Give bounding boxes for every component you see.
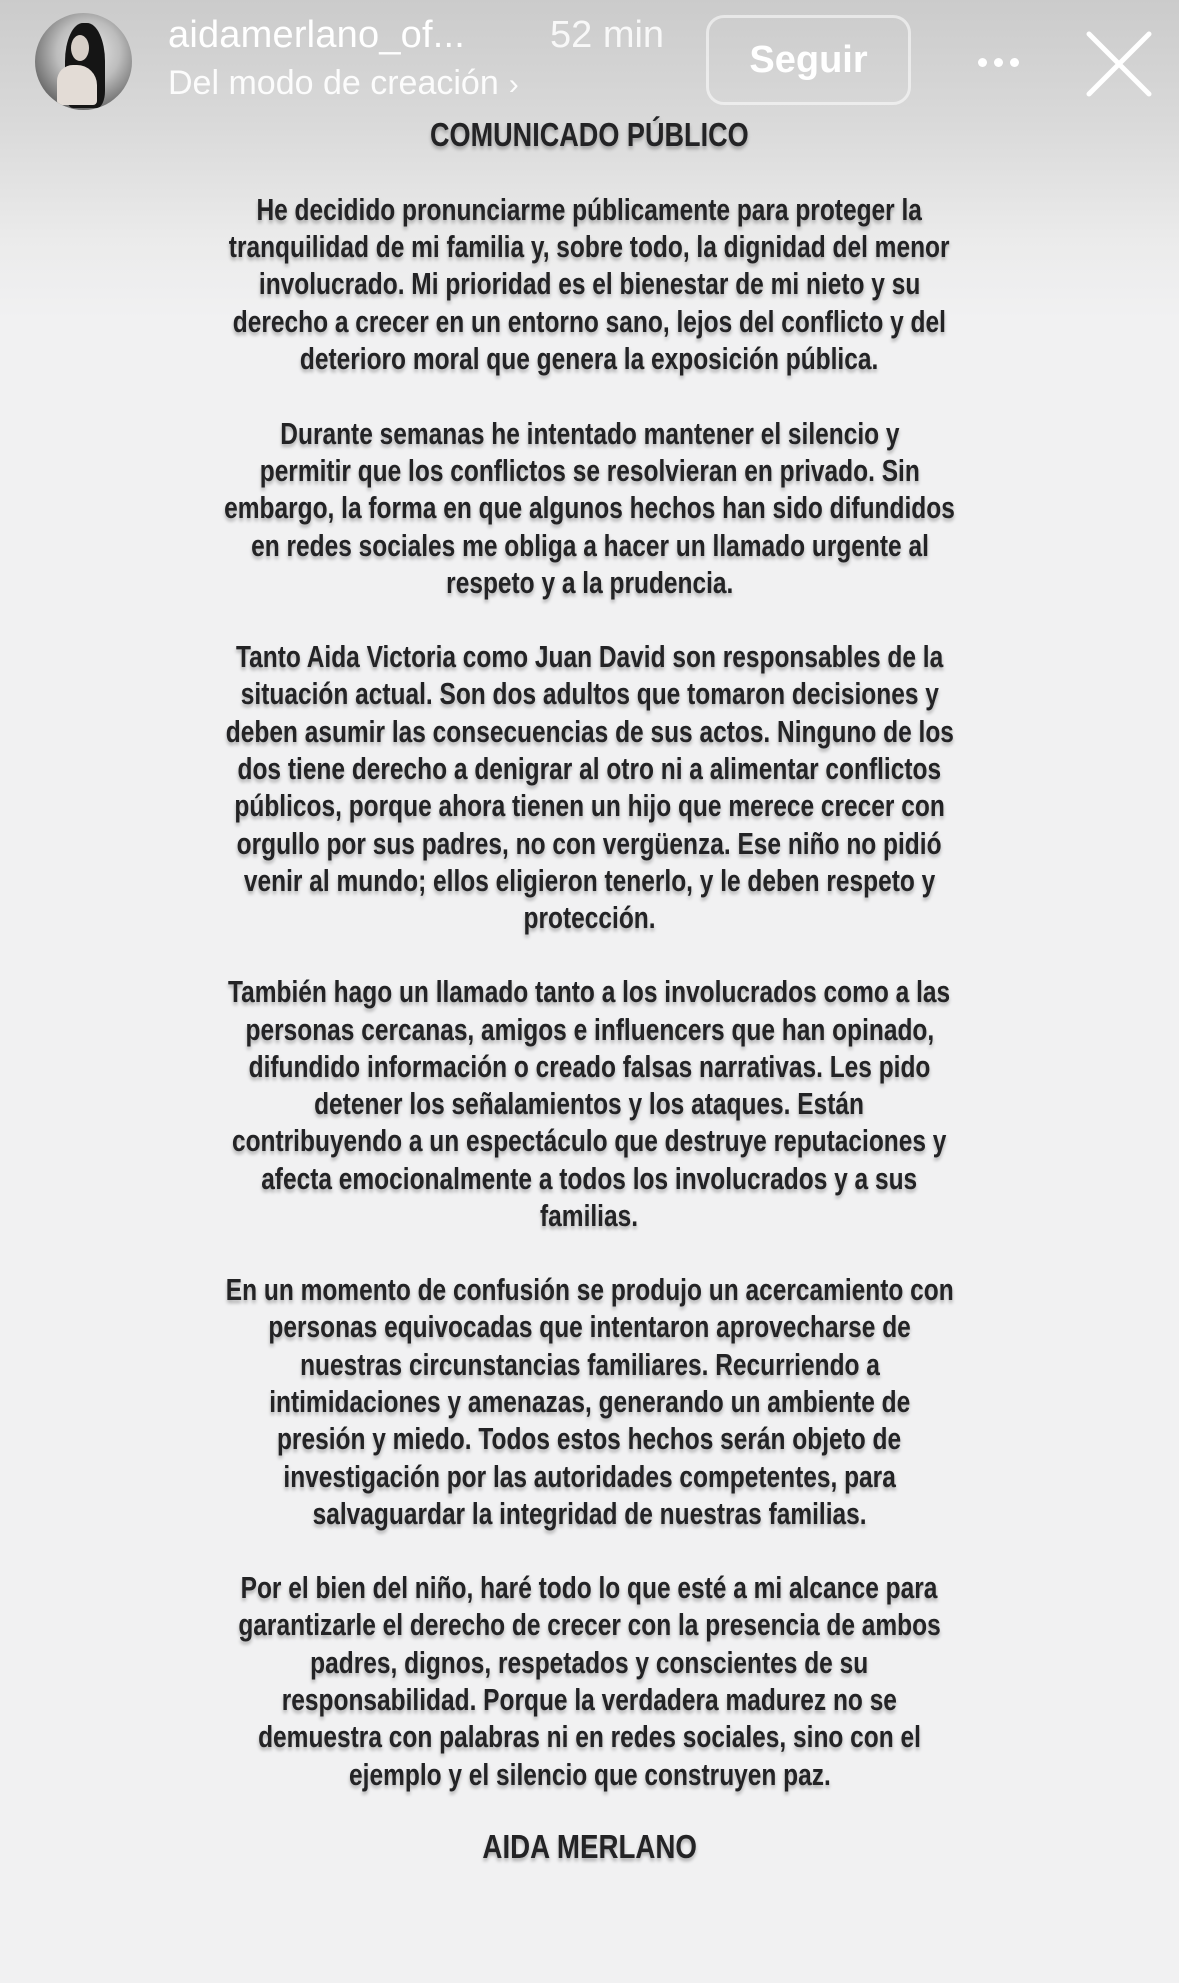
creation-mode-label: Del modo de creación (168, 64, 499, 102)
username-link[interactable]: aidamerlano_of... (168, 14, 466, 56)
text-line: nuestras circunstancias familiares. Recurriendo a (299, 1347, 880, 1382)
text-line: situación actual. Son dos adultos que tomaron decisiones y (240, 676, 939, 711)
text-line: También hago un llamado tanto a los involucrados como a las (228, 974, 951, 1009)
avatar-photo-face (71, 35, 89, 61)
text-line: protección. (523, 900, 656, 935)
creation-mode-link[interactable] (168, 64, 519, 103)
ellipsis-icon (994, 58, 1003, 67)
text-line: dos tiene derecho a denigrar al otro ni a alimentar conflictos (237, 751, 942, 786)
text-line: tranquilidad de mi familia y, sobre todo, la dignidad del menor (229, 229, 950, 264)
text-line: familias. (540, 1198, 639, 1233)
ellipsis-icon (978, 58, 987, 67)
close-icon (1083, 28, 1155, 100)
text-line: orgullo por sus padres, no con vergüenza. Ese niño no pidió (237, 826, 942, 861)
text-line: responsabilidad. Porque la verdadera madurez no se (281, 1682, 898, 1717)
post-timestamp: 52 min (550, 14, 665, 56)
text-line: He decidido pronunciarme públicamente para proteger la (256, 192, 923, 227)
text-line: Durante semanas he intentado mantener el silencio y (279, 416, 900, 451)
text-line: respeto y a la prudencia. (445, 565, 734, 600)
ellipsis-icon (1010, 58, 1019, 67)
text-line: permitir que los conflictos se resolvieran en privado. Sin (259, 453, 920, 488)
text-line: garantizarle el derecho de crecer con la presencia de ambos (238, 1607, 941, 1642)
text-line: investigación por las autoridades competentes, para (283, 1459, 896, 1494)
text-line: deterioro moral que genera la exposición pública. (300, 341, 879, 376)
text-line: intimidaciones y amenazas, generando un ambiente de (268, 1384, 910, 1419)
chevron-right-icon: › (508, 67, 519, 101)
text-line: contribuyendo a un espectáculo que destruye reputaciones y (232, 1123, 947, 1158)
more-options-button[interactable] (968, 42, 1028, 82)
text-line: involucrado. Mi prioridad es el bienestar de mi nieto y su (258, 266, 921, 301)
profile-avatar[interactable] (35, 13, 132, 110)
text-line: presión y miedo. Todos estos hechos serán objeto de (277, 1421, 902, 1456)
text-line: personas equivocadas que intentaron aprovecharse de (268, 1309, 911, 1344)
signature: AIDA MERLANO (482, 1828, 697, 1865)
text-line: derecho a crecer en un entorno sano, lejos del conflicto y del (232, 304, 947, 339)
text-line: personas cercanas, amigos e influencers que han opinado, (245, 1012, 934, 1047)
text-line: ejemplo y el silencio que construyen paz. (348, 1757, 831, 1792)
text-line: En un momento de confusión se produjo un acercamiento con (225, 1272, 954, 1307)
text-line: padres, dignos, respetados y conscientes de su (310, 1645, 869, 1680)
text-line: deben asumir las consecuencias de sus actos. Ninguno de los (225, 714, 954, 749)
text-line: detener los señalamientos y los ataques. Están (314, 1086, 865, 1121)
document-title: COMUNICADO PÚBLICO (430, 116, 749, 153)
close-button[interactable] (1083, 28, 1155, 100)
text-line: venir al mundo; ellos eligieron tenerlo, y le deben respeto y (243, 863, 936, 898)
text-line: Por el bien del niño, haré todo lo que esté a mi alcance para (241, 1570, 938, 1605)
text-line: demuestra con palabras ni en redes sociales, sino con el (258, 1719, 921, 1754)
avatar-photo-arm (57, 65, 97, 105)
text-line: en redes sociales me obliga a hacer un llamado urgente al (250, 528, 929, 563)
text-line: embargo, la forma en que algunos hechos han sido difundidos (224, 490, 955, 525)
text-line: afecta emocionalmente a todos los involucrados y a sus (261, 1161, 918, 1196)
text-line: difundido información o creado falsas narrativas. Les pido (248, 1049, 931, 1084)
text-line: salvaguardar la integridad de nuestras familias. (312, 1496, 867, 1531)
story-header (0, 0, 1179, 120)
follow-button[interactable]: Seguir (706, 15, 911, 105)
text-line: Tanto Aida Victoria como Juan David son responsables de la (235, 639, 944, 674)
text-line: públicos, porque ahora tienen un hijo que merece crecer con (234, 788, 945, 823)
